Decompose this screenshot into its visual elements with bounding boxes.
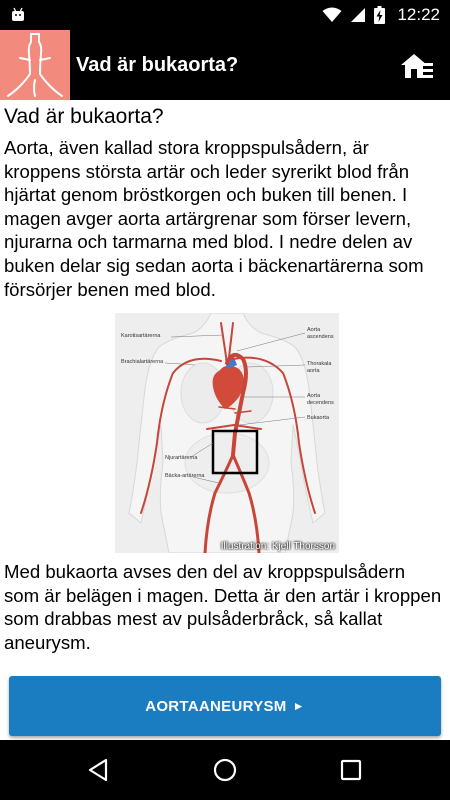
recents-icon[interactable] bbox=[338, 757, 364, 783]
home-icon[interactable] bbox=[212, 757, 238, 783]
illustration-credit: Illustration: Kjell Thorsson bbox=[220, 541, 335, 553]
home-menu-icon[interactable] bbox=[400, 52, 434, 80]
label-backen: Bäcka-artärerna bbox=[165, 473, 205, 480]
battery-charging-icon bbox=[374, 6, 385, 24]
app-bar bbox=[0, 30, 450, 100]
aortaaneurysm-button[interactable] bbox=[9, 676, 441, 736]
status-bar bbox=[0, 0, 450, 30]
status-time: 12:22 bbox=[397, 5, 440, 24]
label-njur: Njurartärerna bbox=[165, 455, 198, 462]
signal-icon bbox=[350, 7, 366, 23]
label-karotis: Karotisartärerna bbox=[121, 333, 161, 340]
label-brachio: Brachialartärerna bbox=[121, 359, 164, 366]
label-thorakala-1: Thorakala bbox=[307, 361, 332, 368]
detail-paragraph: Med bukaorta avses den del av kroppspulsådern som är belägen i magen. Detta är den artär i kroppen som drabbas mest av pulsåderbråck, så kallat aneurysm. bbox=[4, 561, 442, 653]
article-content[interactable] bbox=[0, 100, 450, 662]
label-aorta-asc-1: Aorta bbox=[307, 327, 321, 334]
aorta-illustration bbox=[115, 313, 339, 553]
system-nav-bar bbox=[0, 740, 450, 800]
back-icon[interactable] bbox=[86, 757, 112, 783]
app-title: Vad är bukaorta? bbox=[76, 54, 239, 76]
aortaaneurysm-button-label: AORTAANEURYSM bbox=[145, 697, 287, 715]
android-notification-icon bbox=[10, 7, 26, 23]
label-aorta-desc-1: Aorta bbox=[307, 393, 321, 400]
body-diagram bbox=[115, 313, 339, 553]
label-aorta-asc-2: ascendens bbox=[307, 334, 334, 341]
label-thorakala-2: aorta bbox=[307, 368, 320, 375]
label-aorta-desc-2: decendens bbox=[307, 400, 334, 407]
play-arrow-icon: ► bbox=[292, 699, 305, 713]
intro-paragraph: Aorta, även kallad stora kroppspulsådern, är kroppens största artär och leder syrerikt blod från hjärtat genom bröstkorgen och buken till benen. I magen avger aorta artärgrenar som förser levern, njurarna och tarmarna med blod. I nedre delen av buken delar sig sedan aorta i bäckenartärerna som försörjer benen med blod. bbox=[4, 137, 424, 300]
aorta-logo-icon bbox=[0, 30, 70, 100]
label-bukaorta: Bukaorta bbox=[307, 415, 330, 422]
wifi-icon bbox=[322, 7, 342, 23]
article-heading: Vad är bukaorta? bbox=[4, 105, 164, 128]
